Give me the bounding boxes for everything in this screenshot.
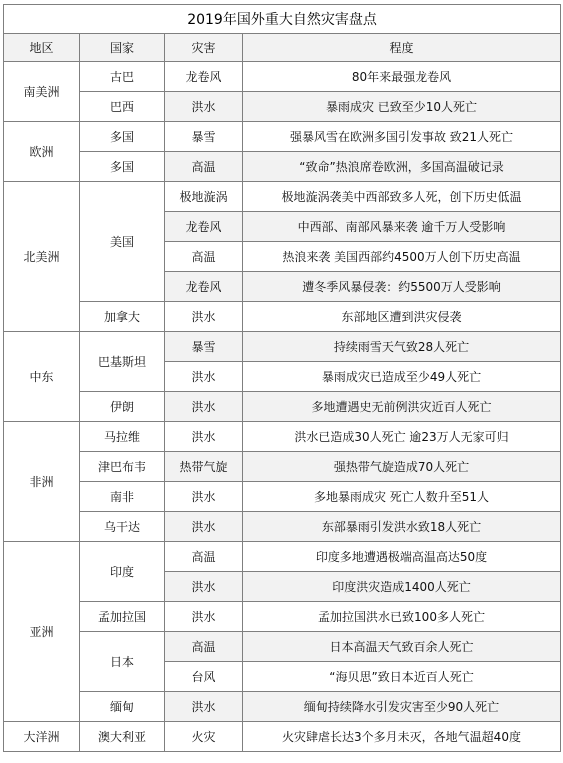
disaster-type-cell: 龙卷风: [165, 62, 243, 92]
table-row: [4, 602, 561, 632]
disaster-type-cell: 龙卷风: [165, 212, 243, 242]
table-row: [4, 692, 561, 722]
disaster-type-cell: 洪水: [165, 572, 243, 602]
disaster-type-cell: 洪水: [165, 512, 243, 542]
disaster-detail-cell: 强暴风雪在欧洲多国引发事故 致21人死亡: [243, 122, 561, 152]
disaster-type-cell: 高温: [165, 152, 243, 182]
table-row: [4, 302, 561, 332]
disaster-detail-cell: 多地暴雨成灾 死亡人数升至51人: [243, 482, 561, 512]
country-cell: 缅甸: [80, 692, 165, 722]
table-row: [4, 482, 561, 512]
disaster-detail-cell: 遭冬季风暴侵袭：约5500万人受影响: [243, 272, 561, 302]
table-row: [4, 62, 561, 92]
table-row: [4, 122, 561, 152]
disaster-table-container: [3, 4, 560, 760]
header-country: 国家: [80, 34, 165, 62]
disaster-detail-cell: 强热带气旋造成70人死亡: [243, 452, 561, 482]
disaster-detail-cell: 洪水已造成30人死亡 逾23万人无家可归: [243, 422, 561, 452]
disaster-type-cell: 洪水: [165, 602, 243, 632]
region-cell: 中东: [4, 332, 80, 422]
table-row: [4, 182, 561, 212]
country-cell: 孟加拉国: [80, 602, 165, 632]
disaster-type-cell: 洪水: [165, 302, 243, 332]
disaster-detail-cell: 多地遭遇史无前例洪灾近百人死亡: [243, 392, 561, 422]
country-cell: 澳大利亚: [80, 722, 165, 752]
table-title: 2019年国外重大自然灾害盘点: [4, 5, 561, 34]
table-row: [4, 332, 561, 362]
disaster-type-cell: 龙卷风: [165, 272, 243, 302]
country-cell: 马拉维: [80, 422, 165, 452]
region-cell: 亚洲: [4, 542, 80, 722]
disaster-type-cell: 洪水: [165, 482, 243, 512]
disaster-detail-cell: 80年来最强龙卷风: [243, 62, 561, 92]
disaster-detail-cell: 火灾肆虐长达3个多月未灭，各地气温超40度: [243, 722, 561, 752]
region-cell: 非洲: [4, 422, 80, 542]
disaster-type-cell: 高温: [165, 242, 243, 272]
country-cell: 乌干达: [80, 512, 165, 542]
country-cell: 加拿大: [80, 302, 165, 332]
disaster-type-cell: 洪水: [165, 692, 243, 722]
disaster-type-cell: 火灾: [165, 722, 243, 752]
disaster-type-cell: 洪水: [165, 362, 243, 392]
disaster-type-cell: 暴雪: [165, 332, 243, 362]
header-region: 地区: [4, 34, 80, 62]
region-cell: 欧洲: [4, 122, 80, 182]
disaster-detail-cell: 东部暴雨引发洪水致18人死亡: [243, 512, 561, 542]
country-cell: 美国: [80, 182, 165, 302]
region-cell: 大洋洲: [4, 722, 80, 752]
disaster-detail-cell: “致命”热浪席卷欧洲，多国高温破记录: [243, 152, 561, 182]
country-cell: 多国: [80, 152, 165, 182]
disaster-type-cell: 洪水: [165, 92, 243, 122]
disaster-detail-cell: 孟加拉国洪水已致100多人死亡: [243, 602, 561, 632]
country-cell: 津巴布韦: [80, 452, 165, 482]
disaster-type-cell: 高温: [165, 542, 243, 572]
disaster-detail-cell: 中西部、南部风暴来袭 逾千万人受影响: [243, 212, 561, 242]
country-cell: 印度: [80, 542, 165, 602]
region-cell: 北美洲: [4, 182, 80, 332]
disaster-table: [3, 4, 561, 752]
region-cell: 南美洲: [4, 62, 80, 122]
country-cell: 古巴: [80, 62, 165, 92]
disaster-type-cell: 洪水: [165, 392, 243, 422]
disaster-detail-cell: 东部地区遭到洪灾侵袭: [243, 302, 561, 332]
disaster-detail-cell: 缅甸持续降水引发灾害至少90人死亡: [243, 692, 561, 722]
disaster-type-cell: 高温: [165, 632, 243, 662]
table-row: [4, 512, 561, 542]
table-row: [4, 632, 561, 662]
disaster-detail-cell: 暴雨成灾 已致至少10人死亡: [243, 92, 561, 122]
table-row: [4, 92, 561, 122]
disaster-type-cell: 台风: [165, 662, 243, 692]
table-row: [4, 152, 561, 182]
table-row: [4, 452, 561, 482]
country-cell: 巴基斯坦: [80, 332, 165, 392]
table-row: [4, 392, 561, 422]
country-cell: 多国: [80, 122, 165, 152]
disaster-detail-cell: 热浪来袭 美国西部约4500万人创下历史高温: [243, 242, 561, 272]
disaster-type-cell: 暴雪: [165, 122, 243, 152]
disaster-detail-cell: “海贝思”致日本近百人死亡: [243, 662, 561, 692]
country-cell: 日本: [80, 632, 165, 692]
disaster-detail-cell: 极地漩涡袭美中西部致多人死，创下历史低温: [243, 182, 561, 212]
disaster-type-cell: 热带气旋: [165, 452, 243, 482]
disaster-type-cell: 极地漩涡: [165, 182, 243, 212]
disaster-type-cell: 洪水: [165, 422, 243, 452]
country-cell: 巴西: [80, 92, 165, 122]
country-cell: 南非: [80, 482, 165, 512]
disaster-detail-cell: 印度多地遭遇极端高温高达50度: [243, 542, 561, 572]
disaster-detail-cell: 日本高温天气致百余人死亡: [243, 632, 561, 662]
disaster-detail-cell: 暴雨成灾已造成至少49人死亡: [243, 362, 561, 392]
country-cell: 伊朗: [80, 392, 165, 422]
table-row: [4, 722, 561, 752]
table-row: [4, 542, 561, 572]
header-disaster: 灾害: [165, 34, 243, 62]
disaster-detail-cell: 印度洪灾造成1400人死亡: [243, 572, 561, 602]
disaster-detail-cell: 持续雨雪天气致28人死亡: [243, 332, 561, 362]
header-detail: 程度: [243, 34, 561, 62]
table-row: [4, 422, 561, 452]
